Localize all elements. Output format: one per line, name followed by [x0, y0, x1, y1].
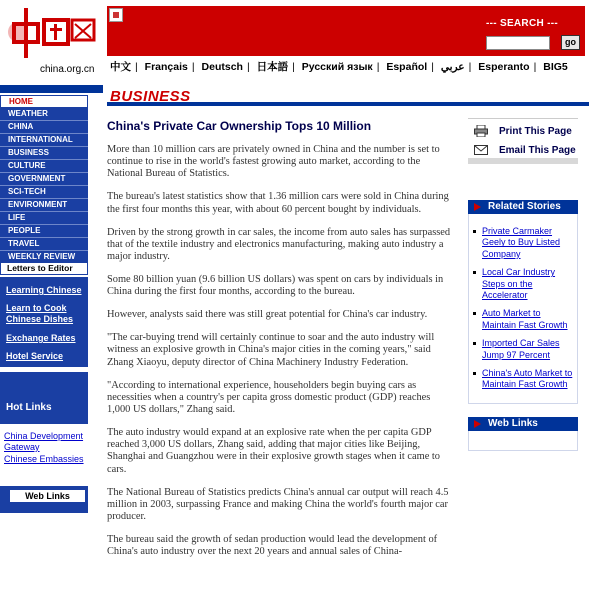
exchange-rates-link[interactable]: Exchange Rates [6, 333, 76, 343]
tools-divider [468, 158, 578, 164]
article-body [107, 144, 452, 569]
lang-spanish[interactable]: Español [386, 61, 428, 73]
web-links-title-left: Web Links [10, 490, 85, 502]
related-stories-list [470, 226, 576, 398]
lang-big5[interactable]: BIG5 [543, 61, 568, 73]
list-item [470, 308, 576, 331]
page-tools [468, 118, 578, 172]
nav-item-home[interactable]: HOME [0, 95, 88, 108]
china-logo-icon [4, 2, 100, 62]
nav-item-environment[interactable]: ENVIRONMENT [0, 199, 88, 212]
section-bar-left [0, 85, 103, 93]
lang-chinese[interactable]: 中文 [110, 61, 131, 73]
article-paragraph: The bureau said the growth of sedan production would lead the development of China's auto industry over the next 20 years and annual sales of China- [107, 534, 438, 558]
nav-item-china[interactable]: CHINA [0, 121, 88, 134]
related-story-link[interactable]: China's Auto Market to Maintain Fast Growth [482, 368, 573, 390]
article-paragraph: "According to international experience, householders begin buying cars as necessities when a country's per capita gross domestic product (GDP) reaches 1,000 US dollars," Zhang said. [107, 379, 431, 416]
web-links-box-right [468, 431, 578, 451]
hot-link-embassies[interactable]: Chinese Embassies [4, 454, 84, 464]
hot-link-development-gateway[interactable]: China Development Gateway [4, 431, 84, 452]
article-paragraph: The auto industry would expand at an explosive rate when the per capita GDP reached 3,000 US dollars, Zhang said, adding that major cities like Beijing, Shanghai and Guangzhou were in their explosive growth stages when it came to cars. [107, 427, 440, 475]
article-paragraph: The bureau's latest statistics show that 1.36 million cars were sold in China during the first four months this year, with about 60 percent bought by individuals. [107, 191, 449, 215]
nav-item-weekly-review[interactable]: WEEKLY REVIEW [0, 251, 88, 264]
article-paragraph: The National Bureau of Statistics predicts China's annual car output will reach 4.5 million in 2003, surpassing France and making China the world's fourth major car producer. [107, 486, 449, 523]
triangle-right-icon [474, 420, 481, 428]
article-paragraph: Some 80 billion yuan (9.6 billion US dollars) was spent on cars by individuals in China during the first four months, according to the bureau. [107, 274, 444, 298]
related-story-link[interactable]: Private Carmaker Geely to Buy Listed Company [482, 226, 561, 259]
article-paragraph: More than 10 million cars are privately owned in China and the number is set to continue to rise in the world's fastest growing auto market, according to the National Bureau of Statistics. [107, 144, 440, 180]
lang-esperanto[interactable]: Esperanto [478, 61, 530, 73]
hot-links-list [4, 431, 90, 466]
logo-url: china.org.cn [40, 64, 95, 75]
cook-chinese-link[interactable]: Learn to Cook Chinese Dishes [6, 303, 74, 324]
article-paragraph: However, analysts said there was still great potential for China's car industry. [107, 309, 428, 321]
list-item [470, 226, 576, 260]
lang-arabic[interactable]: عربي [440, 61, 465, 73]
hotel-service-link[interactable]: Hotel Service [6, 351, 64, 361]
lang-russian[interactable]: Русский язык [301, 61, 373, 73]
nav-item-sci-tech[interactable]: SCI-TECH [0, 186, 88, 199]
broken-image-icon [109, 8, 123, 22]
nav-item-weather[interactable]: WEATHER [0, 108, 88, 121]
lang-french[interactable]: Français [144, 61, 188, 73]
envelope-icon [474, 144, 488, 156]
nav-item-business[interactable]: BUSINESS [0, 147, 88, 160]
related-stories-title: Related Stories [488, 201, 561, 212]
print-page-button[interactable] [468, 122, 578, 142]
printer-icon [474, 125, 488, 137]
learning-chinese-link[interactable]: Learning Chinese [6, 285, 82, 295]
letters-to-editor-link[interactable]: Letters to Editor [0, 262, 88, 275]
section-title: BUSINESS [110, 88, 191, 105]
left-nav [0, 95, 88, 264]
article-paragraph: Driven by the strong growth in car sales, the income from auto sales has surpassed that of the textile industry and electronics manufacturing, making auto industry a major industry. [107, 226, 451, 263]
nav-item-travel[interactable]: TRAVEL [0, 238, 88, 251]
list-item [470, 368, 576, 391]
lang-japanese[interactable]: 日本語 [256, 61, 289, 73]
search-input[interactable] [486, 36, 550, 50]
web-links-header-right [468, 417, 578, 431]
hot-links-bar [0, 372, 88, 424]
print-page-label: Print This Page [499, 126, 572, 137]
nav-services [0, 277, 88, 367]
list-item [470, 267, 576, 301]
web-links-title-right: Web Links [488, 418, 538, 429]
language-bar: 中文 | Français | Deutsch | 日本語 | Русский язык | Español | عربي | Esperanto | BIG5 [110, 61, 568, 73]
email-page-label: Email This Page [499, 145, 576, 156]
article-headline: China's Private Car Ownership Tops 10 Million [107, 119, 372, 133]
search-go-button[interactable]: go [561, 35, 580, 50]
related-story-link[interactable]: Local Car Industry Steps on the Accelerator [482, 267, 556, 301]
nav-item-life[interactable]: LIFE [0, 212, 88, 225]
related-story-link[interactable]: Imported Car Sales Jump 97 Percent [482, 338, 560, 360]
triangle-right-icon [474, 203, 481, 211]
article-paragraph: "The car-buying trend will certainly continue to soar and the auto industry will witness an explosive growth in China's major cities in the coming years," said Zhang Xiaoyu, deputy director of China Machinery Industry Federation. [107, 332, 435, 368]
list-item [470, 338, 576, 361]
nav-item-international[interactable]: INTERNATIONAL [0, 134, 88, 147]
site-logo[interactable] [0, 0, 104, 84]
hot-links-title: Hot Links [6, 402, 52, 413]
search-label: --- SEARCH --- [486, 18, 558, 29]
nav-item-people[interactable]: PEOPLE [0, 225, 88, 238]
related-stories-header [468, 200, 578, 214]
lang-german[interactable]: Deutsch [201, 61, 243, 73]
nav-item-government[interactable]: GOVERNMENT [0, 173, 88, 186]
related-story-link[interactable]: Auto Market to Maintain Fast Growth [482, 308, 568, 330]
nav-item-culture[interactable]: CULTURE [0, 160, 88, 173]
